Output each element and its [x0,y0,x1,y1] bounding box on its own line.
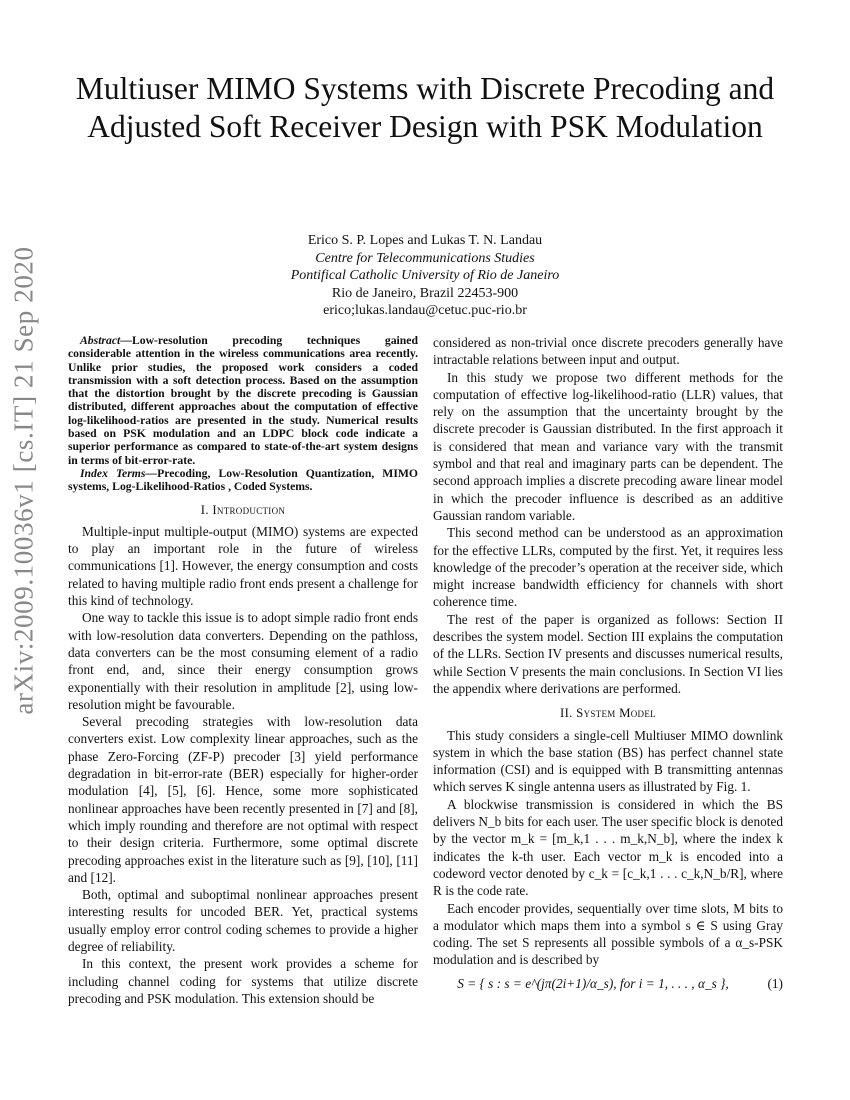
author-block [125,232,725,320]
section-title: System Model [576,706,656,721]
paragraph: Each encoder provides, sequentially over time slots, M bits to a modulator which maps them into a symbol s ∈ S using Gray coding. The set S represents all possible symbols of a α_s-PSK modulation and is described by [433,900,783,968]
address-line: Rio de Janeiro, Brazil 22453-900 [331,285,519,301]
equation-body: S = { s : s = e^(jπ(2i+1)/α_s), for i = 1, . . . , α_s }, [457,975,729,991]
equation-1 [433,975,783,992]
paragraph: In this study we propose two different methods for the computation of effective log-likelihood-ratio (LLR) values, that rely on the assumption that the uncertainty brought by the discrete precoder is Gaussian distributed. In the first approach it is considered that mean and variance vary with the transmit symbol and that real and imaginary parts can be dependent. The second approach implies a discrete precoding aware linear model in which the precoder influence is described as an additive Gaussian random variable. [433,369,783,523]
abstract-text: —Low-resolution precoding techniques gained considerable attention in the wireless communications area recently. Unlike prior studies, the proposed work considers a coded transmission with a soft detection process. Based on the assumption that the distortion brought by the discrete precoding is Gaussian distributed, different approaches about the computation of effective log-likelihood-ratios are presented in the study. Numerical results based on PSK modulation and an LDPC block code indicate a superior performance as compared to state-of-the-art system designs in terms of bit-error-rate. [68,334,418,467]
paragraph: The rest of the paper is organized as follows: Section II describes the system model. Section III explains the computation of the LLRs. Section IV presents and discusses numerical results, while Section V presents the main conclusions. In Section VI lies the appendix where derivations are performed. [433,611,783,696]
paragraph: In this context, the present work provides a scheme for including channel coding for systems that utilize discrete precoding and PSK modulation. This extension should be [68,956,418,1006]
arxiv-id: arXiv:2009.10036v1 [cs.IT] 21 Sep 2020 [8,245,39,715]
paragraph: This study considers a single-cell Multiuser MIMO downlink system in which the base station (BS) has perfect channel state information (CSI) and is equipped with B transmitting antennas which serves K single antenna users as illustrated by Fig. 1. [433,727,783,795]
abstract-label: Abstract [80,334,121,347]
index-terms [68,467,418,494]
equation-number: (1) [767,975,783,991]
abstract [68,334,418,467]
section-heading-introduction [68,502,418,519]
email-line: erico;lukas.landau@cetuc.puc-rio.br [323,303,527,318]
paper-title: Multiuser MIMO Systems with Discrete Precoding and Adjusted Soft Receiver Design with PSK Modulation [75,71,775,144]
paragraph: This second method can be understood as an approximation for the effective LLRs, computed by the first. Yet, it requires less knowledge of the precoder’s operation at the receiver side, which might increase bandwidth efficiency for channels with short coherence time. [433,525,783,610]
paragraph-continuation: considered as non-trivial once discrete precoders generally have intractable relations between input and output. [433,335,783,368]
paragraph: Multiple-input multiple-output (MIMO) systems are expected to play an important role in the future of wireless communications [1]. However, the energy consumption and costs related to having multiple radio front ends present a challenge for this kind of technology. [68,523,418,609]
arxiv-sidebar-stamp [4,245,44,715]
affiliation-line-2: Pontifical Catholic University of Rio de Janeiro [290,268,560,283]
paragraph: Several precoding strategies with low-resolution data converters exist. Low complexity linear approaches, such as the phase Zero-Forcing (ZF-P) precoder [3] yield performance degradation in bit-error-rate (BER) especially for higher-order modulation [4], [5], [6]. Hence, some more sophisticated nonlinear approaches have been recently presented in [7] and [8], which imply rounding and therefore are not optimal with respect to their design criteria. Furthermore, some optimal discrete precoding approaches exist in the literature such as [9], [10], [11] and [12]. [68,714,418,885]
index-terms-label: Index Terms [80,466,146,480]
paragraph: A blockwise transmission is considered in which the BS delivers N_b bits for each user. The user specific block is denoted by the vector m_k = [m_k,1 . . . m_k,N_b], where the index k indicates the k-th user. Each vector m_k is encoded into a codeword vector denoted by c_k = [c_k,1 . . . c_k,N_b/R], where R is the code rate. [433,796,783,899]
section-number: II. [560,706,577,721]
right-column [433,334,783,992]
paragraph: Both, optimal and suboptimal nonlinear approaches present interesting results for uncoded BER. Yet, practical systems usually employ error control coding schemes to provide a higher degree of reliability. [68,887,418,954]
paragraph: One way to tackle this issue is to adopt simple radio front ends with low-resolution data converters. Depending on the pathloss, data converters can be the most consuming element of a radio front end, and, since their energy consumption grows exponentially with their resolution in amplitude [2], using low-resolution might be favourable. [68,610,418,712]
author-names: Erico S. P. Lopes and Lukas T. N. Landau [307,233,543,248]
left-column [68,334,418,1007]
section-number: I. [200,502,213,517]
section-title: Introduction [212,502,286,517]
affiliation-line-1: Centre for Telecommunications Studies [315,250,535,266]
section-heading-system-model [433,705,783,722]
index-terms-text: —Precoding, Low-Resolution Quantization, MIMO systems, Log-Likelihood-Ratios , Coded Systems. [68,466,418,494]
